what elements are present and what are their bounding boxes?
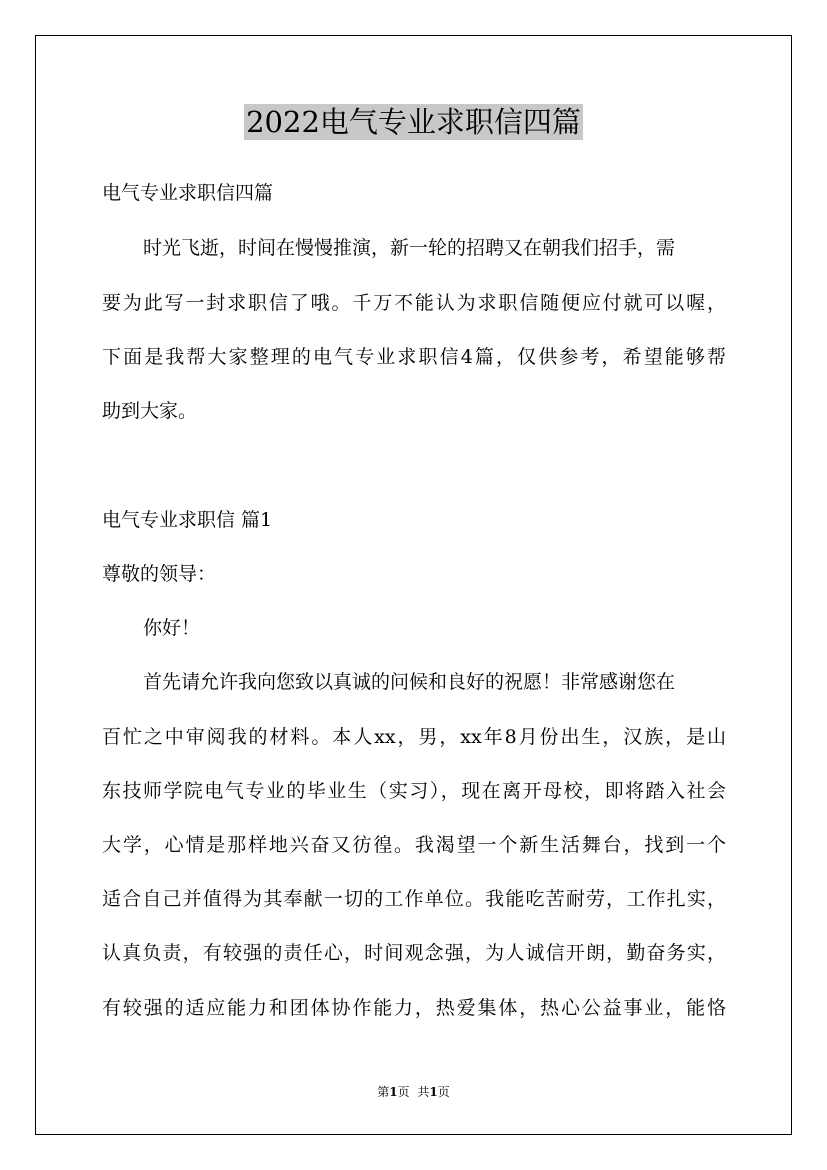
footer-total-suffix: 页: [437, 1085, 450, 1099]
body-line-2: 百忙之中审阅我的材料。本人xx，男，xx年8月份出生，汉族，是山: [102, 726, 726, 748]
body-line-3: 东技师学院电气专业的毕业生（实习），现在离开母校，即将踏入社会: [102, 780, 726, 802]
footer-page-number: 1: [389, 1085, 398, 1099]
footer-page-suffix: 页: [397, 1085, 410, 1099]
body-line-7: 有较强的适应能力和团体协作能力，热爱集体，热心公益事业，能恪: [102, 997, 726, 1019]
body-line-6: 认真负责，有较强的责任心，时间观念强，为人诚信开朗，勤奋务实，: [102, 942, 726, 964]
body-line-1: 首先请允许我向您致以真诚的问候和良好的祝愿！非常感谢您在: [143, 671, 676, 693]
footer-total-pages: 1: [429, 1085, 438, 1099]
greeting: 你好！: [143, 617, 201, 639]
footer-total-prefix: 共: [417, 1085, 430, 1099]
intro-line-2: 要为此写一封求职信了哦。千万不能认为求职信随便应付就可以喔，: [102, 292, 726, 314]
section-heading: 电气专业求职信 篇1: [102, 509, 273, 531]
page-footer: [0, 1084, 827, 1100]
footer-page-prefix: 第: [377, 1085, 390, 1099]
body-line-5: 适合自己并值得为其奉献一切的工作单位。我能吃苦耐劳，工作扎实，: [102, 888, 726, 910]
intro-line-4: 助到大家。: [102, 400, 198, 422]
intro-line-3: 下面是我帮大家整理的电气专业求职信4篇，仅供参考，希望能够帮: [102, 346, 726, 368]
salutation: 尊敬的领导：: [102, 563, 217, 585]
title-container: [0, 104, 827, 140]
body-line-4: 大学，心情是那样地兴奋又彷徨。我渴望一个新生活舞台，找到一个: [102, 834, 726, 856]
intro-line-1: 时光飞逝，时间在慢慢推演，新一轮的招聘又在朝我们招手，需: [143, 237, 676, 259]
document-subtitle: 电气专业求职信四篇: [102, 182, 274, 204]
document-title: 2022电气专业求职信四篇: [246, 105, 581, 139]
